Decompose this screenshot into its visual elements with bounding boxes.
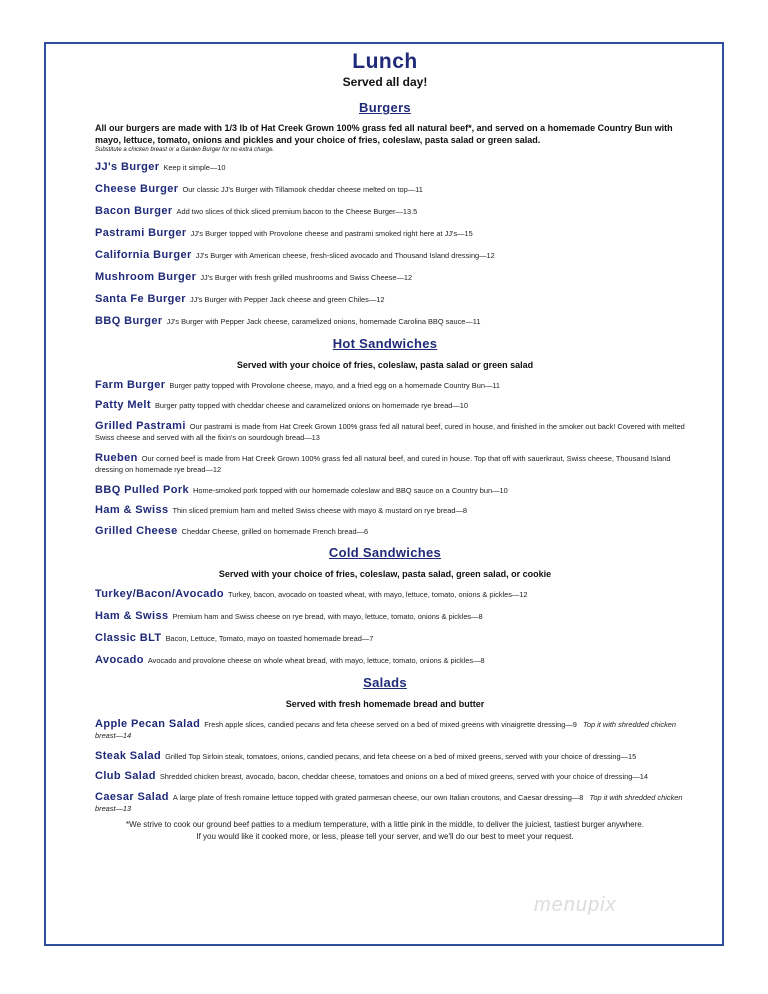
menu-item-name: Cheese Burger bbox=[95, 183, 179, 195]
menu-page bbox=[50, 48, 720, 843]
salads-heading: Salads bbox=[363, 674, 407, 690]
menu-item-description: A large plate of fresh romaine lettuce topped with grated parmesan cheese, our own Italian croutons, and Caesar dressing—8 bbox=[172, 792, 584, 802]
menu-item-description: Home-smoked pork topped with our homemade coleslaw and BBQ sauce on a Country bun—10 bbox=[193, 485, 508, 495]
footer-line-2: If you would like it cooked more, or less, please tell your server, and we'll do our best to meet your request. bbox=[196, 831, 574, 841]
menu-item-addon: Top it with shredded chicken breast—14 bbox=[95, 719, 677, 740]
menu-item bbox=[50, 505, 720, 517]
menu-item-name: Turkey/Bacon/Avocado bbox=[95, 588, 225, 600]
menu-item bbox=[50, 400, 720, 412]
burgers-substitute-note: Substitute a chicken breast or a Garden Burger for no extra charge. bbox=[95, 147, 275, 153]
menu-item-name: California Burger bbox=[95, 249, 192, 261]
menu-item-description: JJ's Burger with American cheese, fresh-sliced avocado and Thousand Island dressing—12 bbox=[195, 251, 495, 260]
menu-item-addon: Top it with shredded chicken breast—13 bbox=[95, 792, 683, 813]
page-subtitle: Served all day! bbox=[342, 75, 428, 89]
menu-item bbox=[50, 719, 720, 742]
footer-note bbox=[50, 819, 720, 843]
menu-item bbox=[50, 162, 720, 174]
cold-sandwiches-heading: Cold Sandwiches bbox=[328, 545, 442, 560]
menu-item bbox=[50, 771, 720, 783]
menu-item bbox=[50, 228, 720, 240]
page-title: Lunch bbox=[352, 50, 418, 73]
hot-sandwiches-note: Served with your choice of fries, coleslaw, pasta salad or green salad bbox=[236, 359, 534, 370]
cold-sandwiches-note: Served with your choice of fries, coleslaw, pasta salad, green salad, or cookie bbox=[218, 569, 552, 579]
menu-item-name: Avocado bbox=[95, 654, 144, 666]
menu-item-description: Keep it simple—10 bbox=[163, 163, 226, 172]
menu-item bbox=[50, 272, 720, 284]
menu-item-name: Pastrami Burger bbox=[95, 227, 187, 239]
menu-item-description: Avocado and provolone cheese on whole wheat bread, with mayo, lettuce, tomato, onions & pickles—8 bbox=[147, 656, 485, 665]
menu-item-description: Shredded chicken breast, avocado, bacon, cheddar cheese, tomatoes and onions on a bed of mixed greens, served with your choice of dressing—14 bbox=[159, 772, 648, 781]
menu-item-name: Grilled Cheese bbox=[95, 524, 178, 537]
menu-item bbox=[50, 453, 720, 476]
menu-item bbox=[50, 184, 720, 196]
menu-item-name: Ham & Swiss bbox=[95, 504, 169, 516]
footer-line-1: *We strive to cook our ground beef patties to a medium temperature, with a little pink in the middle, to deliver the juiciest, tastiest burger anywhere. bbox=[126, 819, 644, 829]
menu-item-description: Burger patty topped with cheddar cheese and caramelized onions on homemade rye bread—10 bbox=[154, 401, 469, 410]
menu-item-name: Grilled Pastrami bbox=[95, 419, 186, 432]
menu-item-description: Grilled Top Sirloin steak, tomatoes, onions, candied pecans, and feta cheese on a bed of mixed greens, served with your choice of dressing—15 bbox=[165, 751, 637, 761]
menu-item bbox=[50, 611, 720, 623]
menu-item bbox=[50, 485, 720, 497]
hot-sandwiches-heading: Hot Sandwiches bbox=[332, 335, 438, 351]
salads-note: Served with fresh homemade bread and butter bbox=[285, 698, 485, 709]
menu-item-name: JJ's Burger bbox=[95, 161, 160, 173]
menu-item bbox=[50, 526, 720, 538]
watermark: menupix bbox=[534, 894, 617, 916]
menu-item-description: Add two slices of thick sliced premium bacon to the Cheese Burger—13.5 bbox=[176, 207, 418, 216]
menu-item-description: Fresh apple slices, candied pecans and feta cheese served on a bed of mixed greens with vinaigrette dressing—9 bbox=[204, 719, 577, 729]
burgers-list bbox=[50, 162, 720, 328]
menu-item-name: Santa Fe Burger bbox=[95, 293, 186, 305]
menu-item bbox=[50, 206, 720, 218]
menu-item-description: JJ's Burger topped with Provolone cheese and pastrami smoked right here at JJ's—15 bbox=[190, 229, 473, 238]
menu-item-description: JJ's Burger with Pepper Jack cheese and green Chiles—12 bbox=[189, 295, 385, 304]
burgers-intro: All our burgers are made with 1/3 lb of Hat Creek Grown 100% grass fed all natural beef*, and served on a homemade Country Bun with mayo, lettuce, tomato, onions and pickles and your choice of fries, coleslaw, pasta salad or green salad. bbox=[95, 123, 673, 145]
menu-item bbox=[50, 316, 720, 328]
menu-item bbox=[50, 421, 720, 444]
menu-item-description: Bacon, Lettuce, Tomato, mayo on toasted homemade bread—7 bbox=[165, 634, 374, 643]
menu-item bbox=[50, 380, 720, 392]
menu-item-description: Our pastrami is made from Hat Creek Grown 100% grass fed all natural beef, cured in house, and finished in the smoker out back! Covered with melted Swiss cheese and served with all the fixin's on sourdough bread—13 bbox=[95, 421, 685, 442]
menu-item-description: Premium ham and Swiss cheese on rye bread, with mayo, lettuce, tomato, onions & pickles—8 bbox=[172, 612, 483, 621]
menu-item-name: Steak Salad bbox=[95, 749, 162, 762]
burgers-heading: Burgers bbox=[359, 100, 411, 115]
menu-item-name: Bacon Burger bbox=[95, 205, 173, 217]
menu-item-name: Club Salad bbox=[95, 770, 156, 782]
menu-item-description: Burger patty topped with Provolone cheese, mayo, and a fried egg on a homemade Country Bun—11 bbox=[169, 380, 501, 390]
menu-item-description: Cheddar Cheese, grilled on homemade French bread—6 bbox=[181, 526, 369, 536]
hot-sandwiches-list bbox=[50, 380, 720, 538]
menu-item bbox=[50, 589, 720, 601]
cold-sandwiches-list bbox=[50, 589, 720, 667]
salads-list bbox=[50, 719, 720, 815]
menu-item-name: Ham & Swiss bbox=[95, 610, 169, 622]
menu-item bbox=[50, 250, 720, 262]
menu-item-description: Thin sliced premium ham and melted Swiss cheese with mayo & mustard on rye bread—8 bbox=[172, 506, 468, 515]
menu-item-name: Rueben bbox=[95, 451, 138, 464]
menu-item-name: Farm Burger bbox=[95, 378, 166, 391]
menu-item-description: JJ's Burger with Pepper Jack cheese, caramelized onions, homemade Carolina BBQ sauce—11 bbox=[166, 317, 481, 326]
menu-item bbox=[50, 633, 720, 645]
menu-item bbox=[50, 792, 720, 815]
menu-item-name: Apple Pecan Salad bbox=[95, 717, 201, 730]
menu-item-description: Our classic JJ's Burger with Tillamook cheddar cheese melted on top—11 bbox=[182, 185, 423, 194]
menu-item-description: Our corned beef is made from Hat Creek Grown 100% grass fed all natural beef, and cured in house. Top that off with sauerkraut, Swiss cheese, Thousand Island dressing on homemade rye bread—12 bbox=[95, 453, 671, 474]
menu-item-description: Turkey, bacon, avocado on toasted wheat, with mayo, lettuce, tomato, onions & pickles—12 bbox=[228, 590, 528, 599]
menu-item-name: Patty Melt bbox=[95, 399, 151, 411]
menu-item-name: BBQ Burger bbox=[95, 315, 163, 327]
menu-item-name: BBQ Pulled Pork bbox=[95, 483, 190, 496]
menu-item-name: Mushroom Burger bbox=[95, 271, 197, 283]
menu-item-description: JJ's Burger with fresh grilled mushrooms and Swiss Cheese—12 bbox=[200, 273, 413, 282]
menu-item bbox=[50, 294, 720, 306]
menu-item bbox=[50, 655, 720, 667]
menu-item-name: Classic BLT bbox=[95, 632, 162, 644]
menu-item bbox=[50, 751, 720, 763]
menu-item-name: Caesar Salad bbox=[95, 790, 169, 803]
